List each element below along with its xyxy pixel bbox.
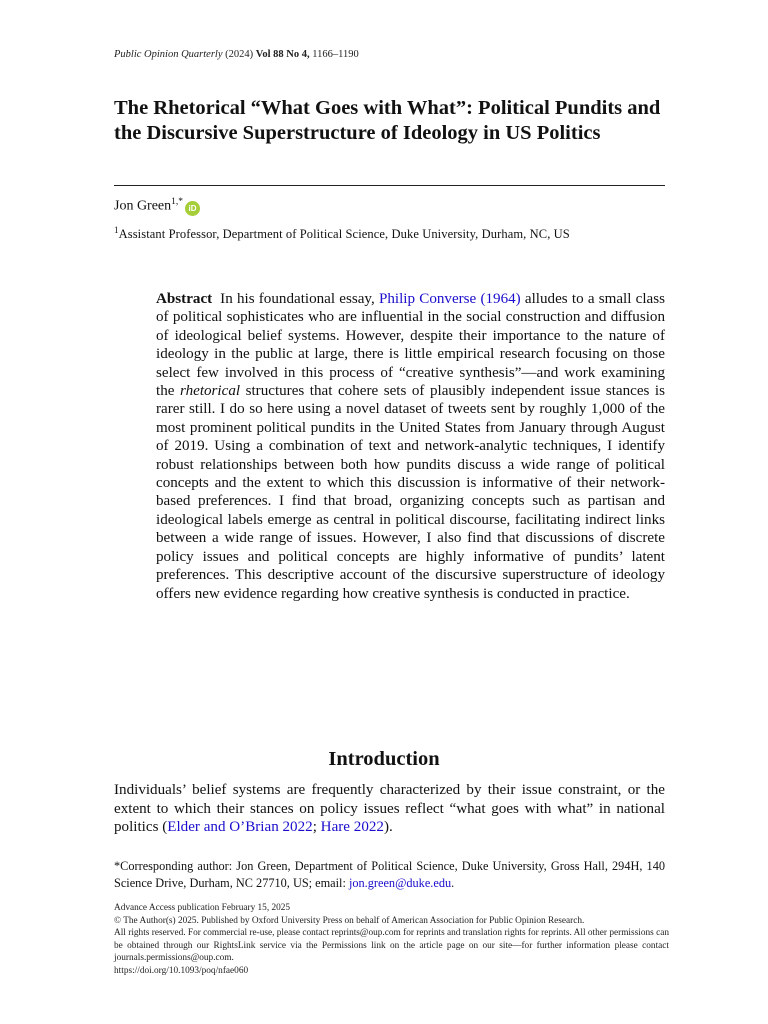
abstract (156, 290, 665, 603)
abstract-text-1: In his foundational essay, (220, 291, 379, 307)
author-affiliation (114, 225, 570, 242)
section-heading-introduction: Introduction (328, 748, 440, 770)
citation-converse-1964[interactable]: Philip Converse (1964) (378, 291, 521, 307)
title-divider (114, 185, 665, 186)
citation-hare-2022[interactable]: Hare 2022 (320, 819, 384, 836)
citation-separator: ; (312, 819, 321, 836)
author-line (114, 197, 200, 216)
rights-notice: All rights reserved. For commercial re-use, please contact reprints@oup.com for reprints and translation rights for reprints. All other permissions can be obtained through our RightsLink service via the Permissions link on the article page on our site—for further information please contact journals.permissions@oup.com. (114, 928, 669, 963)
journal-name: Public Opinion Quarterly (114, 49, 223, 60)
abstract-text-3: structures that cohere sets of plausibly independent issue stances is rarer still. I do so here using a novel dataset of tweets sent by roughly 1,000 of the most prominent political pundits in the United States from January through August of 2019. Using a combination of text and network-analytic techniques, I identify robust relationships between both how pundits discuss a wide range of political concepts and the extent to which this discussion is informative of their network-based preferences. I find that broad, organizing concepts such as partisan and ideological labels emerge as central in political discourse, facilitating indirect links between a wide range of issues. However, I also find that discussions of discrete policy issues and political concepts are highly informative of pundits’ latent preferences. This descriptive account of the discursive superstructure of ideology offers new evidence regarding how creative synthesis is conducted in practice. (156, 383, 665, 602)
author-name[interactable]: Jon Green (114, 198, 172, 214)
abstract-text-2: alludes to a small class of political sophisticates who are influential in the social construction and diffusion of ideological belief systems. However, despite their importance to the nature of ideology in the public at large, there is little empirical research focusing on those select few involved in this process of “creative synthesis”—and work examining the (156, 291, 665, 400)
footnote-end: . (451, 875, 455, 890)
advance-access-date: Advance Access publication February 15, 2025 (114, 903, 291, 913)
orcid-icon[interactable]: iD (185, 201, 200, 216)
author-marks: 1,* (171, 197, 184, 207)
introduction-paragraph (114, 781, 665, 837)
journal-pages: 1166–1190 (312, 49, 359, 60)
intro-text-1: Individuals’ belief systems are frequently characterized by their issue constraint, or the extent to which their stances on policy issues reflect “what goes with what” in national politics ( (114, 782, 665, 836)
author-email-link[interactable]: jon.green@duke.edu (348, 875, 452, 890)
intro-text-2: ). (383, 819, 393, 836)
copyright-notice: © The Author(s) 2025. Published by Oxford University Press on behalf of American Association for Public Opinion Research. (114, 915, 585, 926)
journal-volume: Vol 88 No 4, (255, 49, 310, 60)
doi-link[interactable]: https://doi.org/10.1093/poq/nfae060 (114, 965, 249, 976)
affiliation-number: 1 (114, 225, 119, 235)
citation-elder-obrian-2022[interactable]: Elder and O’Brian 2022 (167, 819, 313, 836)
journal-citation-line (114, 49, 359, 60)
abstract-label: Abstract (156, 291, 213, 307)
footnote-text: *Corresponding author: Jon Green, Department of Political Science, Duke University, Gross Hall, 294H, 140 Science Drive, Durham, NC 27710, US; email: (114, 859, 665, 890)
affiliation-text: Assistant Professor, Department of Political Science, Duke University, Durham, NC, US (118, 227, 570, 242)
publication-info (114, 902, 669, 977)
corresponding-author-footnote (114, 858, 665, 891)
abstract-emphasis: rhetorical (179, 383, 241, 400)
article-title: The Rhetorical “What Goes with What”: Political Pundits and the Discursive Superstructure of Ideology in US Politics (114, 97, 661, 144)
journal-year: (2024) (225, 49, 254, 60)
